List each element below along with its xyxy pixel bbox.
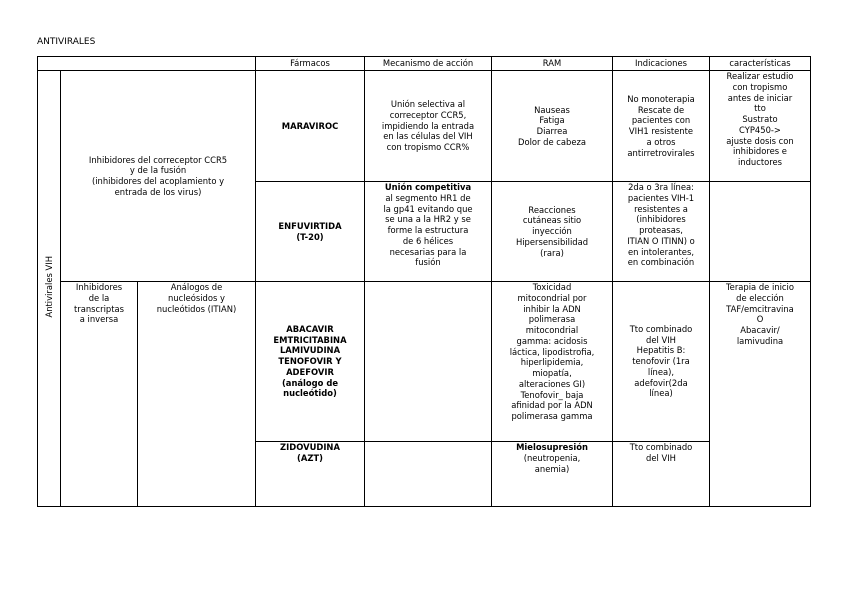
mechanism-line: necesarias para la	[389, 246, 467, 257]
mechanism-line: con tropismo CCR%	[386, 142, 470, 153]
drug-name-line: (T-20)	[296, 231, 324, 242]
characteristic-line: inductores	[737, 157, 783, 167]
ram-line: inhibir la ADN	[523, 303, 581, 314]
mechanism-line: se una a la HR2 y se	[385, 214, 471, 225]
header-caracteristicas: características	[710, 57, 811, 71]
ram-line: Hipersensibilidad	[515, 236, 589, 247]
indication-line: (inhibidores	[636, 214, 686, 225]
characteristic-line: Abacavir/	[740, 325, 780, 335]
drug-name-line: MARAVIROC	[281, 120, 339, 131]
mechanism-line: impidiendo la entrada	[381, 120, 475, 131]
indication-line: pacientes VIH-1	[627, 192, 695, 203]
indication-line: antirretrovirales	[627, 147, 695, 158]
ram-line: polimerasa gamma	[511, 411, 593, 421]
indication-line: ITIAN O ITINN) o	[627, 235, 695, 246]
drug-name-line: EMTRICITABINA	[273, 334, 347, 345]
mechanism-abacavir-group	[365, 282, 492, 442]
header-row	[38, 57, 811, 71]
ram-line: Toxicidad	[532, 282, 572, 292]
mechanism-line: fusión	[415, 257, 441, 268]
ram-maraviroc	[492, 71, 613, 182]
drug-enfuvirtida	[256, 182, 365, 282]
drug-name-line: TENOFOVIR Y	[278, 356, 342, 367]
group2-label-main	[61, 282, 138, 507]
group2-label-line: a inversa	[79, 314, 119, 325]
characteristic-line: lamivudina	[736, 335, 784, 346]
indication-line: línea),	[647, 366, 675, 377]
indications-zidovudina	[613, 442, 710, 507]
characteristic-line: con tropismo	[732, 81, 788, 92]
group1-label-line: Inhibidores del correceptor CCR5	[88, 154, 228, 165]
drug-zidovudina	[256, 442, 365, 507]
ram-line: polimerasa	[528, 314, 576, 325]
characteristic-line: antes de iniciar	[727, 92, 793, 103]
group2-label-line: transcriptas	[73, 303, 124, 314]
indication-line: resistentes a	[634, 203, 688, 214]
drug-name-line: ABACAVIR	[286, 323, 334, 334]
indication-line: tenofovir (1ra	[632, 356, 690, 367]
indication-line: proteasas,	[639, 225, 683, 235]
indication-line: en combinación	[627, 257, 695, 268]
ram-line: Dolor de cabeza	[518, 136, 586, 147]
ram-line: Diarrea	[536, 126, 568, 136]
characteristic-line: O	[756, 314, 764, 325]
indication-line: 2da o 3ra línea:	[628, 182, 694, 192]
drug-name-line: nucleótido)	[283, 388, 337, 399]
group1-label-line: y de la fusión	[129, 165, 187, 176]
indications-enfuvirtida	[613, 182, 710, 282]
group1-label-line: (inhibidores del acoplamiento y	[91, 176, 225, 186]
indication-line: línea)	[649, 388, 673, 399]
indication-line: Rescate de	[637, 104, 685, 115]
ram-line: anemia)	[534, 463, 570, 474]
drug-name-line: (análogo de	[281, 377, 339, 388]
group2-sub-line: nucleótidos (ITIAN)	[156, 303, 237, 314]
ram-line: (neutropenia,	[523, 452, 581, 463]
drug-abacavir-group	[256, 282, 365, 442]
characteristic-line: Sustrato	[742, 114, 778, 124]
header-indicaciones: Indicaciones	[613, 57, 710, 71]
ram-line: hiperlipidemia,	[520, 357, 584, 368]
mechanism-line: al segmento HR1 de	[385, 192, 471, 203]
ram-line: Fatiga	[539, 115, 565, 126]
indication-line: Tto combinado	[629, 323, 693, 334]
indication-line: adefovir(2da	[634, 377, 688, 388]
indication-line: a otros	[646, 136, 676, 147]
ram-line: miopatía,	[532, 368, 572, 378]
side-label: Antivirales VIH	[43, 256, 54, 318]
indication-line: VIH1 resistente	[628, 126, 694, 136]
mechanism-maraviroc	[365, 71, 492, 182]
ram-line: mitocondrial	[525, 325, 579, 335]
indications-maraviroc	[613, 71, 710, 182]
group2-sub-line: nucleósidos y	[168, 292, 225, 303]
document-title: ANTIVIRALES	[37, 37, 96, 47]
drug-name-line: LAMIVUDINA	[279, 345, 341, 356]
mechanism-zidovudina	[365, 442, 492, 507]
characteristic-line: Realizar estudio	[726, 71, 794, 81]
group1-label	[61, 71, 256, 282]
mechanism-line: Unión selectiva al	[390, 99, 466, 110]
characteristic-line: CYP450->	[739, 124, 781, 135]
ram-line: Tenofovir_ baja	[520, 389, 584, 400]
group2-sub-line: Análogos de	[170, 282, 223, 292]
group2-label-line: Inhibidores	[75, 282, 123, 292]
ram-line: afinidad por la ADN	[511, 400, 593, 411]
characteristic-line: tto	[754, 103, 766, 114]
ram-line: (rara)	[540, 247, 564, 258]
drug-maraviroc	[256, 71, 365, 182]
drug-name-line: ENFUVIRTIDA	[278, 220, 342, 231]
group1-label-line: entrada de los virus)	[114, 186, 202, 197]
characteristic-line: Terapia de inicio	[725, 282, 794, 292]
indication-line: Hepatitis B:	[636, 345, 686, 356]
mechanism-line: forme la estructura	[387, 225, 469, 235]
ram-line: gamma: acidosis	[516, 335, 588, 346]
group2-label-sub	[138, 282, 256, 507]
mechanism-line: correceptor CCR5,	[389, 109, 467, 120]
ram-line: cutáneas sitio	[522, 215, 582, 226]
characteristic-line: de elección	[736, 292, 784, 303]
drug-name-line: ZIDOVUDINA	[280, 442, 340, 452]
row-maraviroc	[38, 71, 811, 182]
mechanism-enfuvirtida	[365, 182, 492, 282]
ram-bold-line: Mielosupresión	[516, 442, 588, 452]
characteristics-enfuvirtida	[710, 182, 811, 282]
header-ram: RAM	[492, 57, 613, 71]
mechanism-bold-line: Unión competitiva	[384, 182, 472, 192]
indications-abacavir-group	[613, 282, 710, 442]
indication-line: Tto combinado	[629, 442, 693, 452]
indication-line: en intolerantes,	[628, 246, 694, 257]
characteristics-maraviroc	[710, 71, 811, 182]
indication-line: del VIH	[646, 334, 676, 345]
drug-name-line: ADEFOVIR	[286, 366, 334, 377]
characteristic-line: inhibidores e	[733, 146, 787, 157]
row-itian	[38, 282, 811, 442]
ram-line: Reacciones	[528, 204, 576, 215]
ram-abacavir-group	[492, 282, 613, 442]
characteristic-line: ajuste dosis con	[726, 135, 794, 146]
header-farmacos: Fármacos	[256, 57, 365, 71]
indication-line: pacientes con	[631, 115, 691, 126]
mechanism-line: en las células del VIH	[383, 131, 473, 142]
ram-line: láctica, lipodistrofia,	[509, 346, 595, 357]
antivirales-table	[37, 56, 811, 507]
header-mecanismo: Mecanismo de acción	[365, 57, 492, 71]
ram-line: mitocondrial por	[517, 292, 587, 303]
characteristics-itian	[710, 282, 811, 507]
side-label-cell	[38, 71, 61, 507]
indication-line: del VIH	[646, 452, 676, 463]
ram-line: inyección	[532, 226, 572, 237]
ram-line: Nauseas	[534, 104, 570, 115]
ram-line: alteraciones GI)	[518, 378, 586, 389]
ram-enfuvirtida	[492, 182, 613, 282]
header-blank	[38, 57, 256, 71]
ram-zidovudina	[492, 442, 613, 507]
mechanism-line: de 6 hélices	[402, 235, 454, 246]
drug-name-line: (AZT)	[297, 452, 323, 463]
characteristic-line: TAF/emcitravina	[726, 303, 794, 314]
mechanism-line: la gp41 evitando que	[383, 203, 473, 214]
group2-label-line: de la	[88, 292, 110, 303]
indication-line: No monoterapia	[627, 93, 695, 104]
